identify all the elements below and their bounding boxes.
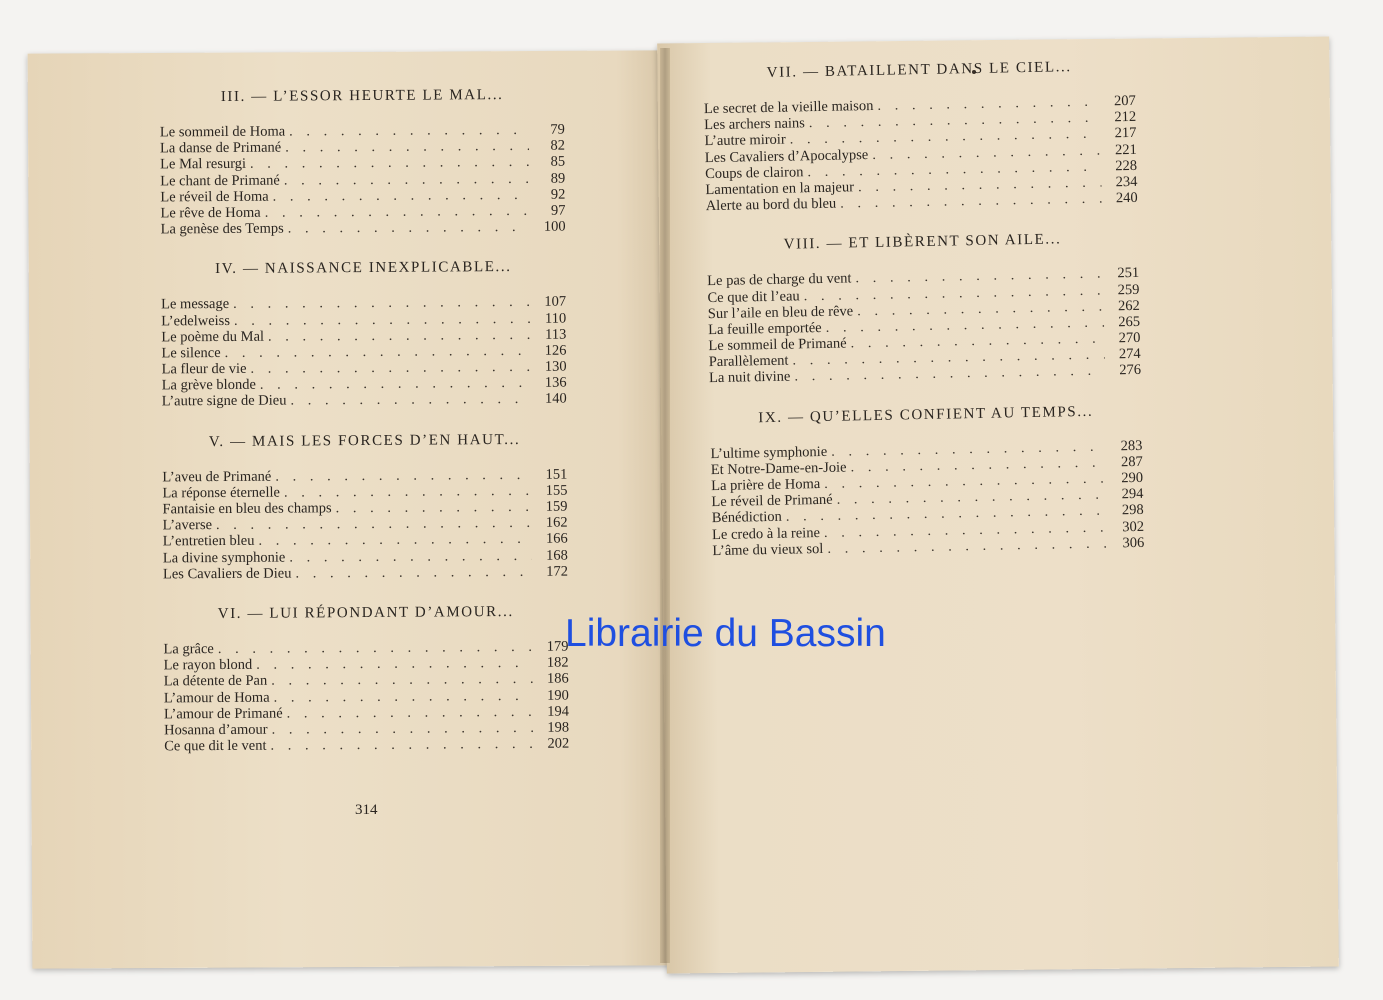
entry-title: La divine symphonie — [162, 549, 286, 566]
book-gutter — [660, 48, 670, 963]
entry-page-number: 179 — [546, 638, 569, 655]
entry-page-number: 92 — [550, 186, 566, 203]
dot-leader — [260, 375, 531, 393]
entry-title: La grève blonde — [161, 377, 256, 394]
entry-page-number: 202 — [547, 735, 570, 752]
entry-page-number: 212 — [1114, 109, 1137, 126]
entry-page-number: 276 — [1119, 362, 1142, 379]
entry-title: La fleur de vie — [161, 360, 247, 378]
entry-page-number: 136 — [544, 374, 567, 391]
entry-page-number: 82 — [550, 137, 566, 154]
toc-section — [160, 87, 566, 238]
entry-page-number: 100 — [543, 218, 566, 235]
entry-title: L’entretien bleu — [162, 533, 255, 550]
entry-title: Le réveil de Homa — [160, 188, 269, 206]
toc-entry — [163, 563, 568, 582]
toc-entry — [161, 219, 566, 238]
entry-title: La feuille emportée — [707, 319, 822, 339]
entry-page-number: 186 — [546, 670, 569, 688]
entry-page-number: 166 — [545, 530, 568, 548]
entry-page-number: 298 — [1121, 502, 1144, 519]
toc-section — [710, 402, 1145, 559]
entry-title: La détente de Pan — [163, 672, 268, 690]
entry-title: Le Mal resurgi — [160, 156, 247, 173]
entry-page-number: 85 — [550, 153, 566, 171]
entry-page-number: 162 — [545, 514, 568, 531]
toc-section — [706, 230, 1141, 387]
dot-leader — [336, 499, 532, 517]
entry-title: Bénédiction — [711, 509, 782, 527]
entry-page-number: 140 — [544, 391, 567, 408]
entry-title: L’amour de Primané — [163, 705, 283, 723]
entry-title: L’autre signe de Dieu — [161, 392, 287, 410]
entry-title: L’amour de Homa — [163, 689, 270, 706]
entry-page-number: 151 — [545, 466, 568, 483]
entry-title: Les archers nains — [704, 115, 806, 134]
dot-leader — [284, 483, 532, 501]
entry-page-number: 228 — [1115, 157, 1138, 175]
entry-page-number: 130 — [544, 358, 567, 375]
entry-title: Le sommeil de Homa — [159, 123, 286, 141]
dot-leader — [270, 736, 533, 754]
entry-page-number: 207 — [1113, 92, 1136, 110]
entry-page-number: 159 — [545, 498, 568, 515]
entry-page-number: 155 — [545, 482, 568, 499]
dot-leader — [258, 531, 531, 549]
dot-leader — [289, 547, 532, 565]
entry-title: La réponse éternelle — [162, 484, 281, 502]
entry-page-number: 240 — [1115, 190, 1138, 207]
entry-title: Le silence — [161, 344, 221, 362]
entry-title: Le secret de la vieille maison — [703, 97, 874, 118]
entry-title: La danse de Primané — [159, 139, 282, 157]
entry-page-number: 274 — [1118, 346, 1141, 363]
entry-title: L’autre miroir — [704, 131, 786, 150]
entry-page-number: 259 — [1117, 281, 1140, 298]
entry-title: Le rayon blond — [163, 656, 253, 674]
entry-title: Coups de clairon — [704, 164, 804, 182]
dot-leader — [273, 187, 530, 205]
dot-leader — [250, 154, 529, 172]
page-number: 314 — [355, 802, 378, 818]
dot-leader — [284, 170, 530, 188]
toc-section — [703, 58, 1138, 215]
section-title: III. — L’ESSOR HEURTE LE MAL... — [220, 87, 504, 105]
entry-page-number: 217 — [1114, 125, 1137, 142]
entry-page-number: 126 — [544, 342, 567, 359]
entry-title: L’âme du vieux sol — [712, 540, 824, 559]
section-title: IX. — QU’ELLES CONFIENT AU TEMPS... — [758, 403, 1094, 426]
entry-title: L’aveu de Primané — [162, 468, 272, 486]
entry-page-number: 172 — [546, 563, 569, 580]
section-title: VII. — BATAILLENT DANS LE CIEL... — [766, 59, 1072, 81]
entry-page-number: 302 — [1122, 518, 1145, 535]
entry-page-number: 97 — [550, 202, 566, 219]
dot-leader — [274, 687, 533, 705]
entry-page-number: 270 — [1118, 329, 1141, 347]
entry-title: Le pas de charge du vent — [707, 270, 852, 290]
toc-section — [163, 604, 569, 755]
watermark-text: Librairie du Bassin — [565, 612, 886, 655]
entry-title: Hosanna d’amour — [164, 721, 268, 739]
entry-title: L’averse — [162, 517, 213, 534]
entry-title: La genèse des Temps — [160, 220, 284, 238]
right-table-of-contents — [703, 58, 1145, 583]
entry-title: L’edelweiss — [161, 312, 231, 329]
entry-title: Ce que dit l’eau — [707, 287, 800, 306]
entry-page-number: 265 — [1118, 313, 1141, 331]
entry-page-number: 194 — [547, 703, 570, 720]
entry-page-number: 89 — [550, 170, 566, 187]
dot-leader — [289, 122, 529, 140]
entry-title: L’ultime symphonie — [710, 443, 828, 462]
dot-leader — [288, 219, 530, 237]
entry-page-number: 198 — [547, 719, 570, 736]
dot-leader — [250, 359, 530, 377]
dot-leader — [275, 466, 531, 484]
toc-entry — [162, 391, 567, 410]
dot-leader — [290, 391, 530, 409]
dot-leader — [285, 138, 529, 156]
entry-title: Le réveil de Primané — [711, 491, 833, 511]
dot-leader — [268, 327, 530, 345]
dot-leader — [295, 564, 532, 582]
entry-page-number: 294 — [1121, 486, 1144, 503]
section-title: VIII. — ET LIBÈRENT SON AILE... — [783, 231, 1062, 253]
entry-page-number: 283 — [1120, 437, 1143, 454]
entry-page-number: 190 — [547, 687, 569, 704]
dot-leader — [271, 671, 533, 689]
entry-page-number: 287 — [1120, 453, 1143, 471]
entry-title: Sur l’aile en bleu de rêve — [707, 303, 854, 322]
entry-title: La prière de Homa — [710, 476, 821, 495]
entry-page-number: 110 — [544, 310, 567, 327]
entry-page-number: 290 — [1121, 469, 1144, 487]
entry-title: La nuit divine — [708, 369, 791, 387]
entry-page-number: 107 — [544, 293, 567, 311]
entry-title: Les Cavaliers de Dieu — [162, 565, 292, 583]
entry-title: Le credo à la reine — [711, 524, 821, 543]
entry-page-number: 79 — [550, 121, 565, 138]
entry-page-number: 221 — [1114, 141, 1137, 158]
entry-title: Ce que dit le vent — [164, 737, 267, 755]
entry-title: Le message — [161, 296, 230, 313]
toc-section — [162, 431, 568, 582]
section-title: VI. — LUI RÉPONDANT D’AMOUR... — [217, 603, 514, 622]
toc-entry — [164, 736, 569, 755]
entry-page-number: 234 — [1115, 173, 1138, 191]
entry-title: Le poème du Mal — [161, 328, 265, 346]
entry-title: Fantaisie en bleu des champs — [162, 500, 332, 518]
entry-title: Le sommeil de Primané — [708, 335, 847, 355]
dot-leader — [256, 655, 533, 673]
entry-title: Lamentation en la majeur — [705, 179, 855, 199]
entry-title: Parallèlement — [708, 352, 789, 371]
entry-page-number: 306 — [1122, 534, 1145, 551]
section-title: V. — MAIS LES FORCES D’EN HAUT... — [208, 431, 521, 450]
entry-title: Le rêve de Homa — [160, 204, 261, 222]
dot-leader — [287, 704, 533, 722]
section-title: IV. — NAISSANCE INEXPLICABLE... — [215, 259, 512, 278]
toc-section — [161, 259, 567, 410]
entry-title: Et Notre-Dame-en-Joie — [710, 459, 847, 478]
entry-page-number: 251 — [1117, 265, 1140, 282]
entry-title: Le chant de Primané — [160, 172, 280, 189]
entry-title: Alerte au bord du bleu — [705, 195, 837, 215]
entry-page-number: 182 — [546, 654, 569, 671]
dot-leader — [265, 203, 530, 221]
entry-title: Les Cavaliers d’Apocalypse — [704, 146, 869, 166]
dot-leader — [271, 720, 533, 738]
entry-page-number: 168 — [546, 547, 568, 564]
entry-page-number: 113 — [545, 326, 567, 343]
entry-page-number: 262 — [1117, 297, 1140, 314]
entry-title: La grâce — [163, 640, 214, 658]
left-table-of-contents — [160, 87, 570, 779]
